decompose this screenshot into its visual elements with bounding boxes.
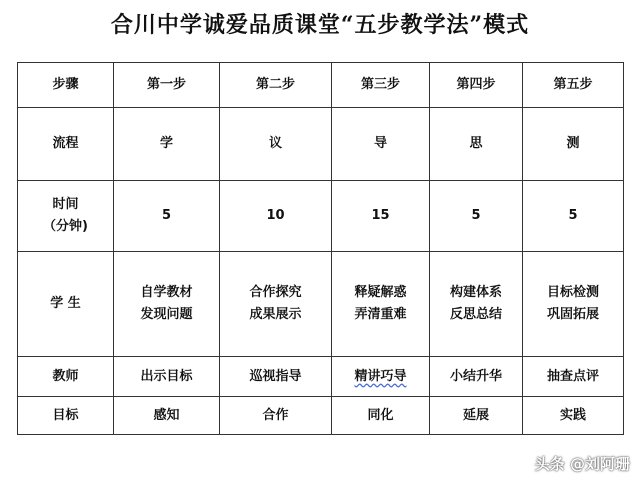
student-cell-3-line2: 弄清重难 xyxy=(354,307,407,322)
step-header-2: 第二步 xyxy=(220,63,332,108)
time-cell-5: 5 xyxy=(523,181,624,252)
row-label-time xyxy=(18,181,114,252)
time-cell-1: 5 xyxy=(114,181,220,252)
student-cell-1 xyxy=(114,252,220,357)
time-cell-2: 10 xyxy=(220,181,332,252)
goal-cell-5: 实践 xyxy=(523,397,624,435)
teacher-cell-2: 巡视指导 xyxy=(220,357,332,397)
step-header-3: 第三步 xyxy=(332,63,430,108)
student-cell-4-line2: 反思总结 xyxy=(449,307,502,322)
row-label-student: 学 生 xyxy=(18,252,114,357)
flow-cell-3: 导 xyxy=(332,108,430,181)
time-label-line1: 时间 xyxy=(52,197,79,212)
row-label-flow: 流程 xyxy=(18,108,114,181)
method-table xyxy=(17,62,624,435)
header-row xyxy=(18,63,624,108)
time-cell-3: 15 xyxy=(332,181,430,252)
row-label-teacher: 教师 xyxy=(18,357,114,397)
flow-cell-2: 议 xyxy=(220,108,332,181)
watermark: 头条 @刘阿珊 xyxy=(534,455,630,473)
page-title: 合川中学诚爱品质课堂“五步教学法”模式 xyxy=(110,12,530,38)
time-cell-4: 5 xyxy=(430,181,523,252)
student-cell-4 xyxy=(430,252,523,357)
goal-cell-3: 同化 xyxy=(332,397,430,435)
student-cell-5 xyxy=(523,252,624,357)
student-cell-2-line1: 合作探究 xyxy=(249,285,302,300)
student-cell-1-line1: 自学教材 xyxy=(140,285,193,300)
student-cell-2 xyxy=(220,252,332,357)
student-cell-4-line1: 构建体系 xyxy=(449,285,502,300)
goal-row xyxy=(18,397,624,435)
student-cell-5-line2: 巩固拓展 xyxy=(546,307,599,322)
teacher-cell-3-text: 精讲巧导 xyxy=(354,368,407,384)
student-cell-3 xyxy=(332,252,430,357)
teacher-cell-3 xyxy=(332,357,430,397)
flow-cell-1: 学 xyxy=(114,108,220,181)
goal-cell-4: 延展 xyxy=(430,397,523,435)
student-row xyxy=(18,252,624,357)
goal-cell-2: 合作 xyxy=(220,397,332,435)
row-label-steps: 步骤 xyxy=(18,63,114,108)
teacher-cell-1: 出示目标 xyxy=(114,357,220,397)
flow-row xyxy=(18,108,624,181)
student-cell-1-line2: 发现问题 xyxy=(140,307,193,322)
time-label-line2: （分钟) xyxy=(43,219,88,234)
flow-cell-4: 思 xyxy=(430,108,523,181)
teacher-cell-5: 抽查点评 xyxy=(523,357,624,397)
row-label-goal: 目标 xyxy=(18,397,114,435)
step-header-5: 第五步 xyxy=(523,63,624,108)
student-cell-3-line1: 释疑解惑 xyxy=(354,285,407,300)
time-row xyxy=(18,181,624,252)
teacher-cell-4: 小结升华 xyxy=(430,357,523,397)
student-cell-2-line2: 成果展示 xyxy=(249,307,302,322)
step-header-4: 第四步 xyxy=(430,63,523,108)
student-cell-5-line1: 目标检测 xyxy=(546,285,599,300)
goal-cell-1: 感知 xyxy=(114,397,220,435)
step-header-1: 第一步 xyxy=(114,63,220,108)
flow-cell-5: 测 xyxy=(523,108,624,181)
teacher-row xyxy=(18,357,624,397)
